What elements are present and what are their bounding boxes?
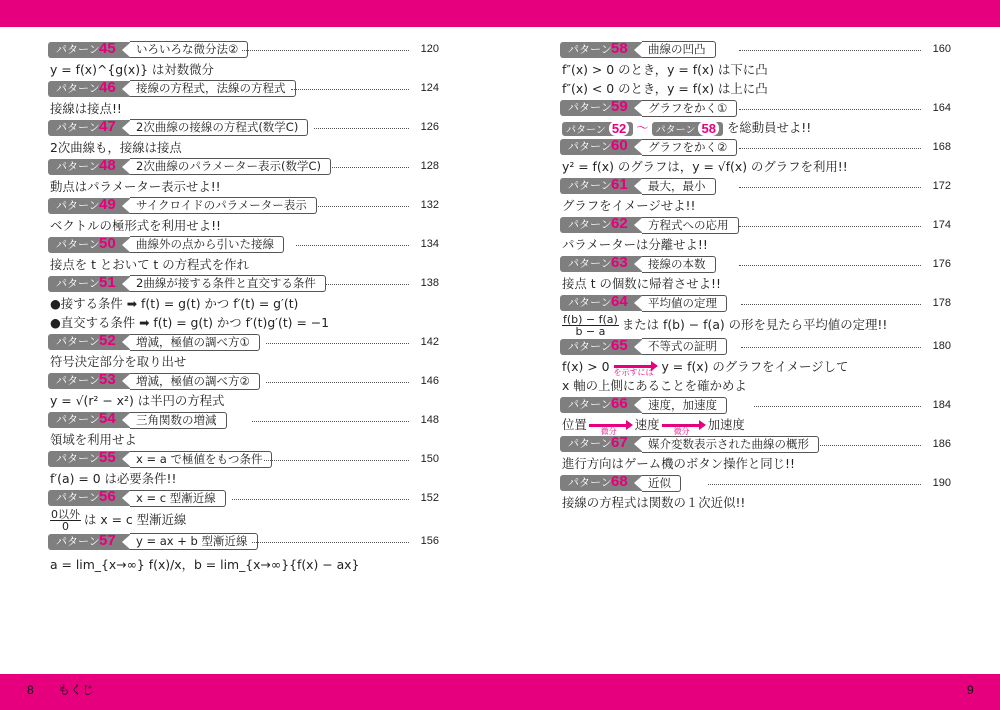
pattern-number: 62 <box>611 215 628 232</box>
right-column <box>560 40 951 513</box>
bottom-band <box>0 674 1000 710</box>
dot-leader <box>314 128 409 129</box>
dot-leader <box>316 206 409 207</box>
entry-summary <box>560 376 951 396</box>
summary-text: ベクトルの極形式を利用せよ!! <box>50 217 222 233</box>
page-number: 176 <box>932 257 951 270</box>
fraction <box>562 314 619 337</box>
pattern-label: パターン <box>568 398 612 411</box>
page-number: 138 <box>420 277 439 289</box>
entry-summary <box>560 60 951 80</box>
range-separator: 〜 <box>636 120 649 135</box>
toc-entry[interactable] <box>48 118 439 138</box>
fraction-denominator: b − a <box>575 325 606 338</box>
entry-summary <box>560 274 951 294</box>
summary-text: 動点はパラメーター表示せよ!! <box>50 178 221 194</box>
page-number: 128 <box>420 160 439 172</box>
entry-title: 曲線の凹凸 <box>642 41 716 58</box>
pattern-label: パターン <box>56 534 100 548</box>
page-number: 172 <box>932 179 951 192</box>
toc-entry[interactable] <box>48 274 439 294</box>
dot-leader <box>291 89 409 90</box>
pattern-ref-number: 58 <box>698 121 718 136</box>
entry-summary <box>48 99 439 119</box>
pattern-label: パターン <box>568 179 612 192</box>
pattern-label: パターン <box>568 101 612 114</box>
dot-leader <box>739 187 921 188</box>
pattern-number: 66 <box>611 395 628 412</box>
toc-entry[interactable] <box>560 435 951 455</box>
toc-entry[interactable] <box>560 216 951 236</box>
pattern-number: 67 <box>611 434 628 451</box>
arrow-caption: 微分 <box>673 426 690 436</box>
page-number: 164 <box>932 101 951 114</box>
summary-line <box>562 415 745 435</box>
entry-summary <box>560 415 951 435</box>
summary-text: 2次曲線も，接線は接点 <box>50 139 182 155</box>
pink-arrow <box>589 418 633 434</box>
page-number: 132 <box>420 199 439 211</box>
toc-entry[interactable] <box>48 333 439 353</box>
summary-text: 接線の方程式は関数の１次近似!! <box>562 495 746 510</box>
toc-entry[interactable] <box>48 489 439 509</box>
dot-leader <box>818 445 921 446</box>
entry-title: 接線の方程式，法線の方程式 <box>130 80 296 97</box>
pattern-label: パターン <box>568 339 612 353</box>
chain-term: 加速度 <box>707 417 745 432</box>
toc-entry[interactable] <box>560 337 951 357</box>
entry-summary <box>48 313 439 333</box>
entry-title: x = a で極値をもつ条件 <box>130 451 272 468</box>
entry-summary <box>48 177 439 197</box>
summary-text: ●直交する条件 ➡ f(t) = g(t) かつ f′(t)g′(t) = −1 <box>50 315 330 330</box>
toc-entry[interactable] <box>48 235 439 255</box>
entry-title: グラフをかく① <box>642 100 737 117</box>
dot-leader <box>739 226 921 227</box>
pink-arrow <box>614 359 658 375</box>
page-number: 126 <box>420 121 439 133</box>
summary-text: y = f(x)^{g(x)} は対数微分 <box>50 61 214 77</box>
pattern-number: 57 <box>99 531 116 549</box>
entry-summary <box>560 493 951 513</box>
left-page-number: 8 <box>27 683 34 697</box>
summary-text: f′(a) = 0 は必要条件!! <box>50 471 177 486</box>
entry-summary <box>560 196 951 216</box>
entry-summary <box>48 352 439 372</box>
entry-title: 近似 <box>642 475 681 492</box>
page-number: 152 <box>420 491 439 504</box>
pattern-label: パターン <box>568 140 612 153</box>
toc-entry[interactable] <box>48 372 439 392</box>
entry-title: 方程式への応用 <box>642 217 739 234</box>
summary-text: 接線は接点!! <box>50 100 122 116</box>
summary-text: x 軸の上側にあることを確かめよ <box>562 378 747 393</box>
pattern-ref-label: パターン <box>566 124 606 136</box>
entry-title: 曲線外の点から引いた接線 <box>130 236 284 253</box>
dot-leader <box>332 167 409 168</box>
toc-entry[interactable] <box>48 40 439 60</box>
dot-leader <box>266 382 409 383</box>
pattern-number: 56 <box>99 488 116 505</box>
entry-title: 不等式の証明 <box>642 338 727 355</box>
entry-title: x = c 型漸近線 <box>130 490 226 507</box>
pattern-number: 53 <box>99 371 116 388</box>
summary-text: y = √(r² − x²) は半円の方程式 <box>50 393 225 408</box>
pattern-label: パターン <box>56 42 100 56</box>
summary-line <box>50 508 186 532</box>
dot-leader <box>264 460 409 461</box>
pattern-number: 46 <box>99 78 116 96</box>
entry-summary <box>560 118 951 138</box>
pattern-number: 61 <box>611 176 628 193</box>
summary-text: a = lim_{x→∞} f(x)/x，b = lim_{x→∞}{f(x) − ax} <box>50 556 360 572</box>
page-number: 150 <box>420 452 439 465</box>
toc-entry[interactable] <box>560 177 951 197</box>
pattern-number: 59 <box>611 98 628 115</box>
summary-line <box>562 118 811 138</box>
page-number: 180 <box>932 340 951 352</box>
pattern-label: パターン <box>56 159 100 173</box>
pattern-number: 45 <box>99 39 116 57</box>
fraction-denominator: 0 <box>62 520 69 533</box>
entry-summary <box>48 508 439 532</box>
pattern-number: 54 <box>99 410 116 427</box>
page-number: 146 <box>420 374 439 387</box>
toc-entry[interactable] <box>48 411 439 431</box>
summary-text: グラフをイメージせよ!! <box>562 198 696 213</box>
summary-condition: f(x) > 0 <box>562 358 610 374</box>
page-number: 168 <box>932 140 951 153</box>
entry-summary <box>48 391 439 411</box>
fraction-numerator: 0以外 <box>51 508 80 521</box>
page-number: 124 <box>420 82 439 94</box>
toc-entry[interactable] <box>48 157 439 177</box>
page-number: 160 <box>932 43 951 55</box>
entry-title: いろいろな微分法② <box>130 41 248 58</box>
pattern-label: パターン <box>568 42 612 56</box>
top-band <box>0 0 1000 27</box>
page-number: 174 <box>932 218 951 231</box>
dot-leader <box>242 50 409 51</box>
pattern-label: パターン <box>56 491 100 504</box>
pattern-number: 68 <box>611 473 628 490</box>
arrow-caption: を示すには <box>613 368 654 377</box>
pattern-number: 50 <box>99 234 116 252</box>
pattern-ref-label: パターン <box>655 124 696 136</box>
book-section-title: もくじ <box>58 683 95 697</box>
dot-leader <box>741 304 921 305</box>
entry-title: グラフをかく② <box>642 139 737 156</box>
entry-summary <box>48 469 439 489</box>
page-number: 148 <box>420 413 439 426</box>
entry-summary <box>560 357 951 377</box>
page-number: 120 <box>420 43 439 55</box>
pattern-number: 63 <box>611 254 628 271</box>
pattern-label: パターン <box>568 218 612 231</box>
pattern-number: 55 <box>99 449 116 466</box>
toc-entry[interactable] <box>48 532 439 552</box>
summary-text: 領域を利用せよ <box>50 432 137 447</box>
summary-text: 符号決定部分を取り出せ <box>50 354 187 369</box>
pattern-label: パターン <box>56 413 100 426</box>
entry-title: 接線の本数 <box>642 256 716 273</box>
pattern-number: 48 <box>99 156 116 174</box>
dot-leader <box>232 499 409 500</box>
entry-title: 2曲線が接する条件と直交する条件 <box>130 275 326 292</box>
dot-leader <box>326 284 409 285</box>
summary-text: パラメーターは分離せよ!! <box>562 237 708 252</box>
pattern-ref-number: 52 <box>609 121 629 136</box>
entry-title: サイクロイドのパラメーター表示 <box>130 197 317 214</box>
right-page-number: 9 <box>967 683 974 697</box>
arrow-caption: 微分 <box>600 426 617 436</box>
chain-term: 速度 <box>634 417 660 432</box>
summary-text: f″(x) > 0 のとき，y = f(x) は下に凸 <box>562 61 768 77</box>
pattern-label: パターン <box>568 437 612 450</box>
pattern-label: パターン <box>568 296 612 309</box>
pattern-label: パターン <box>568 257 612 270</box>
chain-term: 位置 <box>562 417 587 432</box>
pattern-number: 58 <box>611 39 628 57</box>
toc-entry[interactable] <box>560 294 951 314</box>
page-number: 178 <box>932 296 951 309</box>
pattern-label: パターン <box>56 374 100 387</box>
entry-summary <box>560 235 951 255</box>
toc-entry[interactable] <box>48 79 439 99</box>
entry-title: 三角関数の増減 <box>130 412 227 429</box>
dot-leader <box>708 484 921 485</box>
entry-title: 平均値の定理 <box>642 295 727 312</box>
entry-summary <box>560 313 951 337</box>
pattern-label: パターン <box>56 276 100 290</box>
dot-leader <box>741 347 921 348</box>
pattern-number: 51 <box>99 273 116 291</box>
summary-text: y² = f(x) のグラフは，y = √f(x) のグラフを利用!! <box>562 159 848 174</box>
pattern-number: 60 <box>611 137 628 154</box>
page-number: 134 <box>420 238 439 250</box>
entry-title: 媒介変数表示された曲線の概形 <box>642 436 819 453</box>
entry-summary <box>560 157 951 177</box>
pattern-label: パターン <box>56 120 100 134</box>
summary-line <box>562 313 887 337</box>
toc-entry[interactable] <box>48 450 439 470</box>
pattern-number: 49 <box>99 195 116 213</box>
entry-title: 増減，極値の調べ方② <box>130 373 260 390</box>
entry-title: 速度，加速度 <box>642 397 727 414</box>
dot-leader <box>739 109 921 110</box>
summary-text: 接点 t の個数に帰着させよ!! <box>562 276 721 291</box>
summary-text: または f(b) − f(a) の形を見たら平均値の定理!! <box>621 317 888 332</box>
pattern-ref-badge <box>562 122 633 136</box>
fraction-numerator: f(b) − f(a) <box>563 313 618 326</box>
toc-entry[interactable] <box>560 40 951 60</box>
dot-leader <box>739 265 921 266</box>
entry-title: 2次曲線のパラメーター表示(数学C) <box>130 158 331 175</box>
dot-leader <box>252 421 409 422</box>
summary-text: 進行方向はゲーム機のボタン操作と同じ!! <box>562 456 795 471</box>
pattern-number: 47 <box>99 117 116 135</box>
pink-arrow <box>662 418 706 434</box>
entry-summary <box>48 430 439 450</box>
summary-text: f″(x) < 0 のとき，y = f(x) は上に凸 <box>562 81 768 96</box>
entry-summary <box>48 294 439 314</box>
left-column <box>48 40 439 578</box>
entry-summary <box>560 454 951 474</box>
pattern-ref-badge <box>652 122 723 136</box>
entry-summary <box>48 255 439 275</box>
entry-title: 2次曲線の接線の方程式(数学C) <box>130 119 308 136</box>
pattern-label: パターン <box>56 335 100 348</box>
pattern-label: パターン <box>56 81 100 95</box>
pattern-number: 65 <box>611 336 628 354</box>
pattern-label: パターン <box>568 476 612 489</box>
entry-summary <box>48 216 439 236</box>
toc-entry[interactable] <box>560 396 951 416</box>
page-number: 156 <box>420 535 439 547</box>
dot-leader <box>296 245 409 246</box>
toc-entry[interactable] <box>560 99 951 119</box>
pattern-number: 64 <box>611 293 628 310</box>
summary-text: y = f(x) のグラフをイメージして <box>661 358 849 374</box>
pattern-number: 52 <box>99 332 116 349</box>
page-number: 190 <box>932 476 951 489</box>
entry-title: 最大，最小 <box>642 178 716 195</box>
dot-leader <box>739 148 921 149</box>
entry-summary <box>560 79 951 99</box>
entry-title: 増減，極値の調べ方① <box>130 334 260 351</box>
entry-summary <box>48 552 439 578</box>
toc-entry[interactable] <box>560 255 951 275</box>
dot-leader <box>266 343 409 344</box>
page-number: 184 <box>932 398 951 411</box>
entry-summary <box>48 60 439 80</box>
summary-text: を総動員せよ!! <box>726 120 812 135</box>
toc-entry[interactable] <box>48 196 439 216</box>
pattern-label: パターン <box>56 452 100 465</box>
dot-leader <box>252 542 409 543</box>
pattern-label: パターン <box>56 237 100 251</box>
fraction <box>50 509 81 532</box>
entry-summary <box>48 138 439 158</box>
summary-text: 接点を t とおいて t の方程式を作れ <box>50 256 249 272</box>
dot-leader <box>754 406 921 407</box>
toc-entry[interactable] <box>560 474 951 494</box>
dot-leader <box>739 50 921 51</box>
pattern-label: パターン <box>56 198 100 212</box>
entry-title: y = ax + b 型漸近線 <box>130 533 258 550</box>
summary-text: は x = c 型漸近線 <box>84 512 187 527</box>
toc-entry[interactable] <box>560 138 951 158</box>
summary-line <box>562 357 848 377</box>
page-number: 142 <box>420 335 439 348</box>
summary-text: ●接する条件 ➡ f(t) = g(t) かつ f′(t) = g′(t) <box>50 295 299 311</box>
page-number: 186 <box>932 437 951 450</box>
